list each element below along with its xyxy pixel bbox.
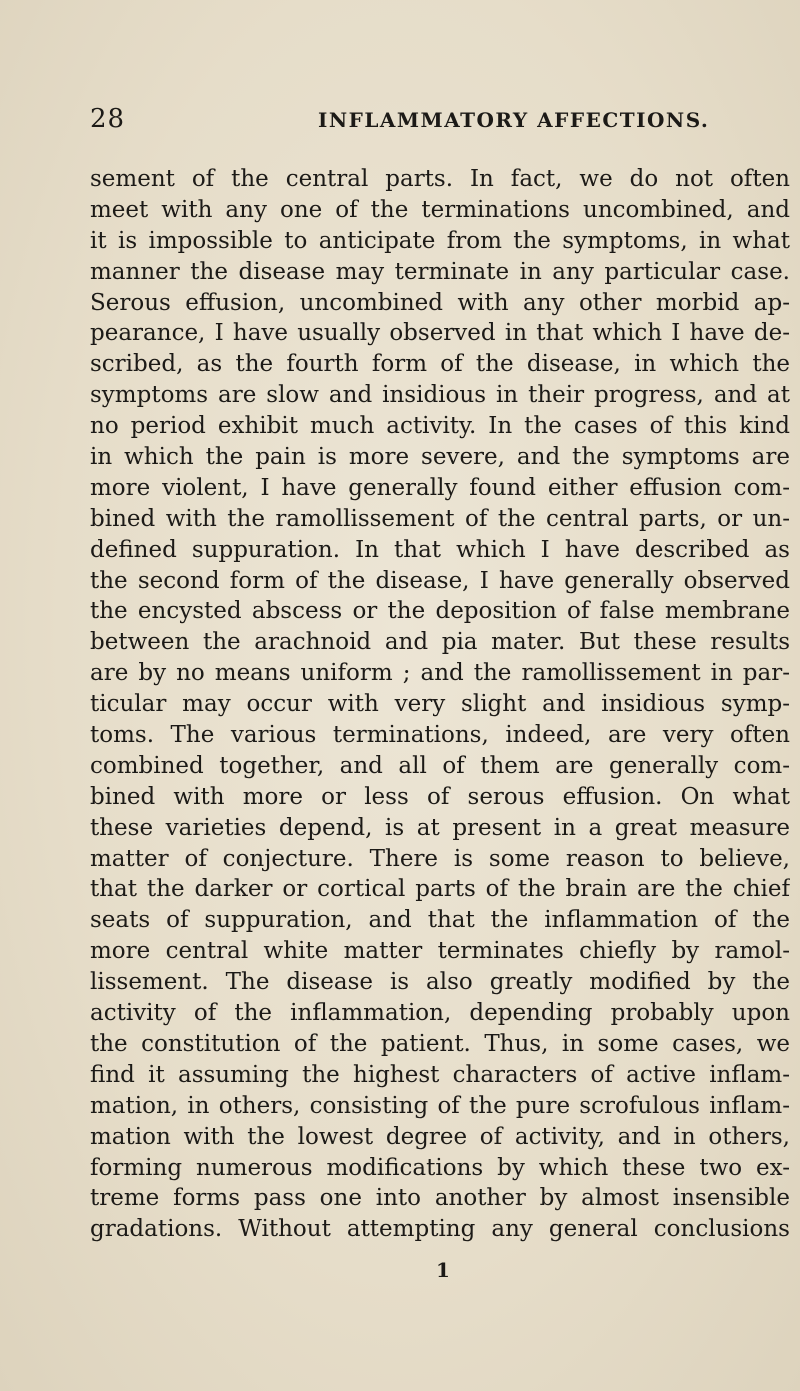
- text-line: are by no means uniform ; and the ramollissement in par-: [90, 660, 790, 687]
- text-line: manner the disease may terminate in any particular case.: [90, 258, 790, 285]
- text-line: more central white matter terminates chiefly by ramol-: [90, 938, 790, 965]
- text-line: it is impossible to anticipate from the symptoms, in what: [90, 227, 790, 254]
- text-line: combined together, and all of them are generally com-: [90, 752, 790, 779]
- text-line: scribed, as the fourth form of the disease, in which the: [90, 351, 790, 378]
- text-line: forming numerous modifications by which these two ex-: [90, 1154, 790, 1181]
- text-line: ticular may occur with very slight and insidious symp-: [90, 691, 790, 718]
- text-line: meet with any one of the terminations uncombined, and: [90, 196, 790, 223]
- text-line: lissement. The disease is also greatly modified by the: [90, 969, 790, 996]
- text-line: in which the pain is more severe, and the symptoms are: [90, 444, 790, 471]
- text-line: the second form of the disease, I have generally observed: [90, 567, 790, 594]
- text-line: mation with the lowest degree of activity, and in others,: [90, 1123, 790, 1150]
- text-line: bined with the ramollissement of the central parts, or un-: [90, 505, 790, 532]
- text-line: toms. The various terminations, indeed, are very often: [90, 722, 790, 749]
- text-line: activity of the inflammation, depending probably upon: [90, 1000, 790, 1027]
- text-line: no period exhibit much activity. In the cases of this kind: [90, 413, 790, 440]
- page-number: 28: [90, 104, 126, 134]
- text-line: the encysted abscess or the deposition of false membrane: [90, 598, 790, 625]
- page-header: [90, 104, 730, 144]
- text-line: seats of suppuration, and that the inflammation of the: [90, 907, 790, 934]
- running-title: INFLAMMATORY AFFECTIONS.: [318, 108, 710, 132]
- text-line: symptoms are slow and insidious in their progress, and at: [90, 382, 790, 409]
- text-line: the constitution of the patient. Thus, in some cases, we: [90, 1030, 790, 1057]
- text-line: more violent, I have generally found either effusion com-: [90, 474, 790, 501]
- text-line: between the arachnoid and pia mater. But these results: [90, 629, 790, 656]
- text-line: sement of the central parts. In fact, we do not often: [90, 166, 790, 192]
- text-line: defined suppuration. In that which I have described as: [90, 536, 790, 563]
- body-text: [90, 164, 790, 1245]
- text-line: matter of conjecture. There is some reason to believe,: [90, 845, 790, 872]
- text-line: gradations. Without attempting any general conclusions: [90, 1216, 790, 1243]
- text-line: Serous effusion, uncombined with any other morbid ap-: [90, 289, 790, 316]
- text-line: pearance, I have usually observed in that which I have de-: [90, 320, 790, 347]
- text-line: find it assuming the highest characters of active inflam-: [90, 1061, 790, 1088]
- text-line: treme forms pass one into another by almost insensible: [90, 1185, 790, 1212]
- text-line: bined with more or less of serous effusion. On what: [90, 783, 790, 810]
- text-line: mation, in others, consisting of the pure scrofulous inflam-: [90, 1092, 790, 1119]
- signature-mark: 1: [436, 1258, 450, 1282]
- text-line: these varieties depend, is at present in a great measure: [90, 814, 790, 841]
- text-line: that the darker or cortical parts of the brain are the chief: [90, 876, 790, 903]
